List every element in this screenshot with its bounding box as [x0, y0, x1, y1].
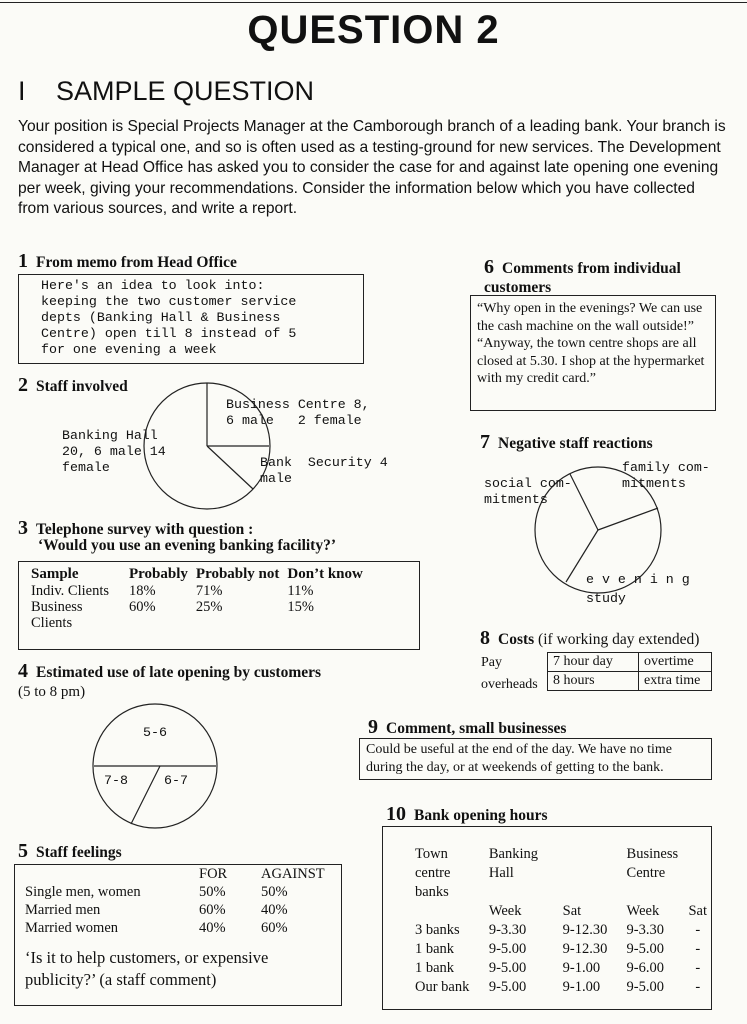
- hours-cell: 9-12.30: [562, 922, 608, 938]
- reactions-label-social: social com- mitments: [484, 476, 572, 507]
- feelings-cell: Married men: [25, 902, 101, 918]
- feelings-cell: 50%: [199, 884, 226, 900]
- feelings-header-row: [25, 865, 325, 883]
- section-8-number: 8: [480, 627, 490, 649]
- survey-cell: Indiv. Clients: [31, 583, 110, 599]
- feelings-header-cell: FOR: [199, 866, 228, 882]
- section-9-number: 9: [368, 716, 378, 738]
- staff-feelings-box: [14, 864, 342, 1006]
- costs-cell: overtime: [639, 653, 712, 672]
- hours-cell: 9-12.30: [562, 941, 608, 957]
- opening-hours-box: [382, 826, 712, 1010]
- reactions-label-family: family com- mitments: [622, 460, 710, 491]
- table-row: [411, 978, 711, 997]
- section-1-number: 1: [18, 250, 28, 272]
- usage-divider-lower: [131, 766, 160, 824]
- hours-cell: 9-5.00: [626, 941, 665, 957]
- survey-cell: 71%: [195, 583, 223, 599]
- section-7-heading: [480, 431, 653, 454]
- survey-header-cell: Sample: [31, 566, 79, 582]
- hours-subheader: Sat: [688, 903, 707, 919]
- table-row: [411, 921, 711, 940]
- hours-cell: 9-3.30: [626, 922, 665, 938]
- hours-subheader: Week: [626, 903, 660, 919]
- costs-label-overheads: overheads: [481, 677, 538, 692]
- section-5-title: Staff feelings: [36, 844, 122, 861]
- part-title: SAMPLE QUESTION: [56, 76, 315, 106]
- section-2-number: 2: [18, 374, 28, 396]
- opening-hours-table: [411, 845, 711, 997]
- section-6-number: 6: [484, 256, 494, 278]
- hours-cell: 9-5.00: [488, 979, 527, 995]
- hours-header-banking: Banking Hall: [488, 846, 538, 881]
- section-1-title: From memo from Head Office: [36, 254, 237, 271]
- costs-cell: 8 hours: [548, 672, 639, 691]
- section-2-title: Staff involved: [36, 378, 128, 395]
- table-row: [411, 902, 711, 921]
- feelings-cell: Single men, women: [25, 884, 141, 900]
- section-3-title: Telephone survey with question :: [36, 521, 254, 538]
- table-row: [31, 599, 371, 631]
- staff-label-security: Bank Security 4 male: [260, 455, 388, 486]
- survey-header-cell: Probably not: [195, 566, 280, 582]
- survey-cell: 11%: [287, 583, 314, 599]
- feelings-cell: 60%: [261, 920, 288, 936]
- feelings-cell: Married women: [25, 920, 119, 936]
- survey-table: [31, 566, 371, 631]
- staff-pie-divider-lower: [207, 446, 253, 489]
- feelings-cell: 40%: [261, 902, 288, 918]
- section-9-heading: [368, 716, 566, 739]
- hours-cell: -: [695, 941, 701, 957]
- section-10-title: Bank opening hours: [414, 807, 548, 824]
- section-7-number: 7: [480, 431, 490, 453]
- customer-comments-box: [470, 295, 716, 411]
- hours-cell: [411, 902, 485, 921]
- survey-cell: Business Clients: [31, 599, 83, 631]
- small-business-comment: Could be useful at the end of the day. We have no time during the day, or at weekends of getting to the bank.: [359, 738, 712, 780]
- survey-header-cell: Don’t know: [287, 566, 363, 582]
- usage-subtitle: (5 to 8 pm): [18, 684, 86, 700]
- hours-subheader: Sat: [562, 903, 582, 919]
- costs-cell: 7 hour day: [548, 653, 639, 672]
- feelings-table: [25, 865, 325, 937]
- table-row: [411, 845, 711, 902]
- staff-comment-quote: ‘Is it to help customers, or expensive publicity?’ (a staff comment): [25, 948, 269, 989]
- survey-header-row: [31, 566, 371, 583]
- survey-cell: 18%: [129, 583, 156, 599]
- staff-label-banking: Banking Hall 20, 6 male 14 female: [62, 428, 166, 475]
- survey-box: [18, 561, 420, 650]
- section-4-number: 4: [18, 660, 28, 682]
- section-10-number: 10: [386, 803, 406, 825]
- table-row: [411, 940, 711, 959]
- costs-label-pay: Pay: [481, 655, 502, 670]
- section-6-heading: [484, 256, 734, 297]
- hours-cell: 9-3.30: [488, 922, 527, 938]
- section-4-heading: [18, 660, 321, 683]
- hours-cell: Our bank: [415, 979, 470, 995]
- usage-label-5-6: 5-6: [143, 725, 167, 740]
- hours-cell: 1 bank: [415, 960, 455, 976]
- intro-paragraph: Your position is Special Projects Manager at the Camborough branch of a leading bank. Your branch is considered a typical one, and so is often used as a testing-ground for new services. The Development Manager at Head Office has asked you to consider the case for and against late opening one evening per week, giving your recommendations. Consider the information below which you have collected from various sources, and write a report.: [18, 118, 726, 217]
- hours-cell: 9-6.00: [626, 960, 665, 976]
- hours-cell: 9-5.00: [488, 960, 527, 976]
- hours-cell: -: [695, 922, 701, 938]
- customer-quote-1: “Why open in the evenings? We can use the cash machine on the wall outside!”: [477, 301, 703, 334]
- section-7-title: Negative staff reactions: [498, 435, 653, 452]
- section-5-number: 5: [18, 840, 28, 862]
- page-title: QUESTION 2: [247, 8, 500, 52]
- hours-cell: -: [695, 960, 701, 976]
- survey-cell: 15%: [287, 599, 314, 615]
- reactions-divider-1: [570, 474, 598, 530]
- hours-header-town: Town centre banks: [415, 846, 451, 900]
- staff-label-business: Business Centre 8, 6 male 2 female: [226, 397, 370, 428]
- feelings-cell: 50%: [261, 884, 288, 900]
- reactions-label-evening: e v e n i n g: [586, 572, 690, 587]
- survey-header-cell: Probably: [129, 566, 188, 582]
- costs-table: [547, 652, 712, 691]
- memo-box: Here's an idea to look into: keeping the two customer service depts (Banking Hall & Business Centre) open till 8 instead of 5 for one evening a week: [18, 274, 364, 364]
- table-row: [548, 653, 712, 672]
- hours-cell: 3 banks: [415, 922, 460, 938]
- hours-cell: 1 bank: [415, 941, 455, 957]
- reactions-label-study: study: [586, 591, 626, 606]
- table-row: [25, 919, 325, 937]
- hours-cell: -: [695, 979, 701, 995]
- section-5-heading: [18, 840, 122, 863]
- table-row: [411, 959, 711, 978]
- table-row: [25, 883, 325, 901]
- section-3-number: 3: [18, 517, 28, 539]
- hours-cell: 9-1.00: [562, 960, 601, 976]
- hours-cell: 9-5.00: [626, 979, 665, 995]
- hours-cell: 9-1.00: [562, 979, 601, 995]
- table-row: [548, 672, 712, 691]
- usage-label-7-8: 7-8: [104, 773, 128, 788]
- reactions-divider-2: [598, 508, 658, 530]
- survey-cell: 25%: [195, 599, 223, 615]
- feelings-cell: 60%: [199, 902, 226, 918]
- part-number: I: [18, 76, 26, 106]
- hours-subheader: Week: [488, 903, 522, 919]
- hours-header-business: Business Centre: [626, 846, 679, 881]
- feelings-header-cell: AGAINST: [261, 866, 325, 882]
- section-6-title: Comments from individual customers: [484, 260, 681, 296]
- section-10-heading: [386, 803, 548, 826]
- feelings-cell: 40%: [199, 920, 226, 936]
- survey-question: ‘Would you use an evening banking facility?’: [38, 537, 337, 554]
- usage-label-6-7: 6-7: [164, 773, 188, 788]
- hours-cell: 9-5.00: [488, 941, 527, 957]
- feelings-header-cell: [25, 865, 199, 883]
- survey-cell: 60%: [129, 599, 156, 615]
- section-8-title: Costs: [498, 631, 535, 648]
- table-row: [25, 901, 325, 919]
- table-row: [31, 583, 371, 599]
- section-4-title: Estimated use of late opening by customers: [36, 664, 322, 681]
- section-8-note: (if working day extended): [538, 631, 700, 648]
- customer-quote-2: “Anyway, the town centre shops are all closed at 5.30. I shop at the hypermarket with my credit card.”: [477, 336, 705, 386]
- section-8-heading: [480, 627, 699, 650]
- section-9-title: Comment, small businesses: [386, 720, 567, 737]
- costs-cell: extra time: [639, 672, 712, 691]
